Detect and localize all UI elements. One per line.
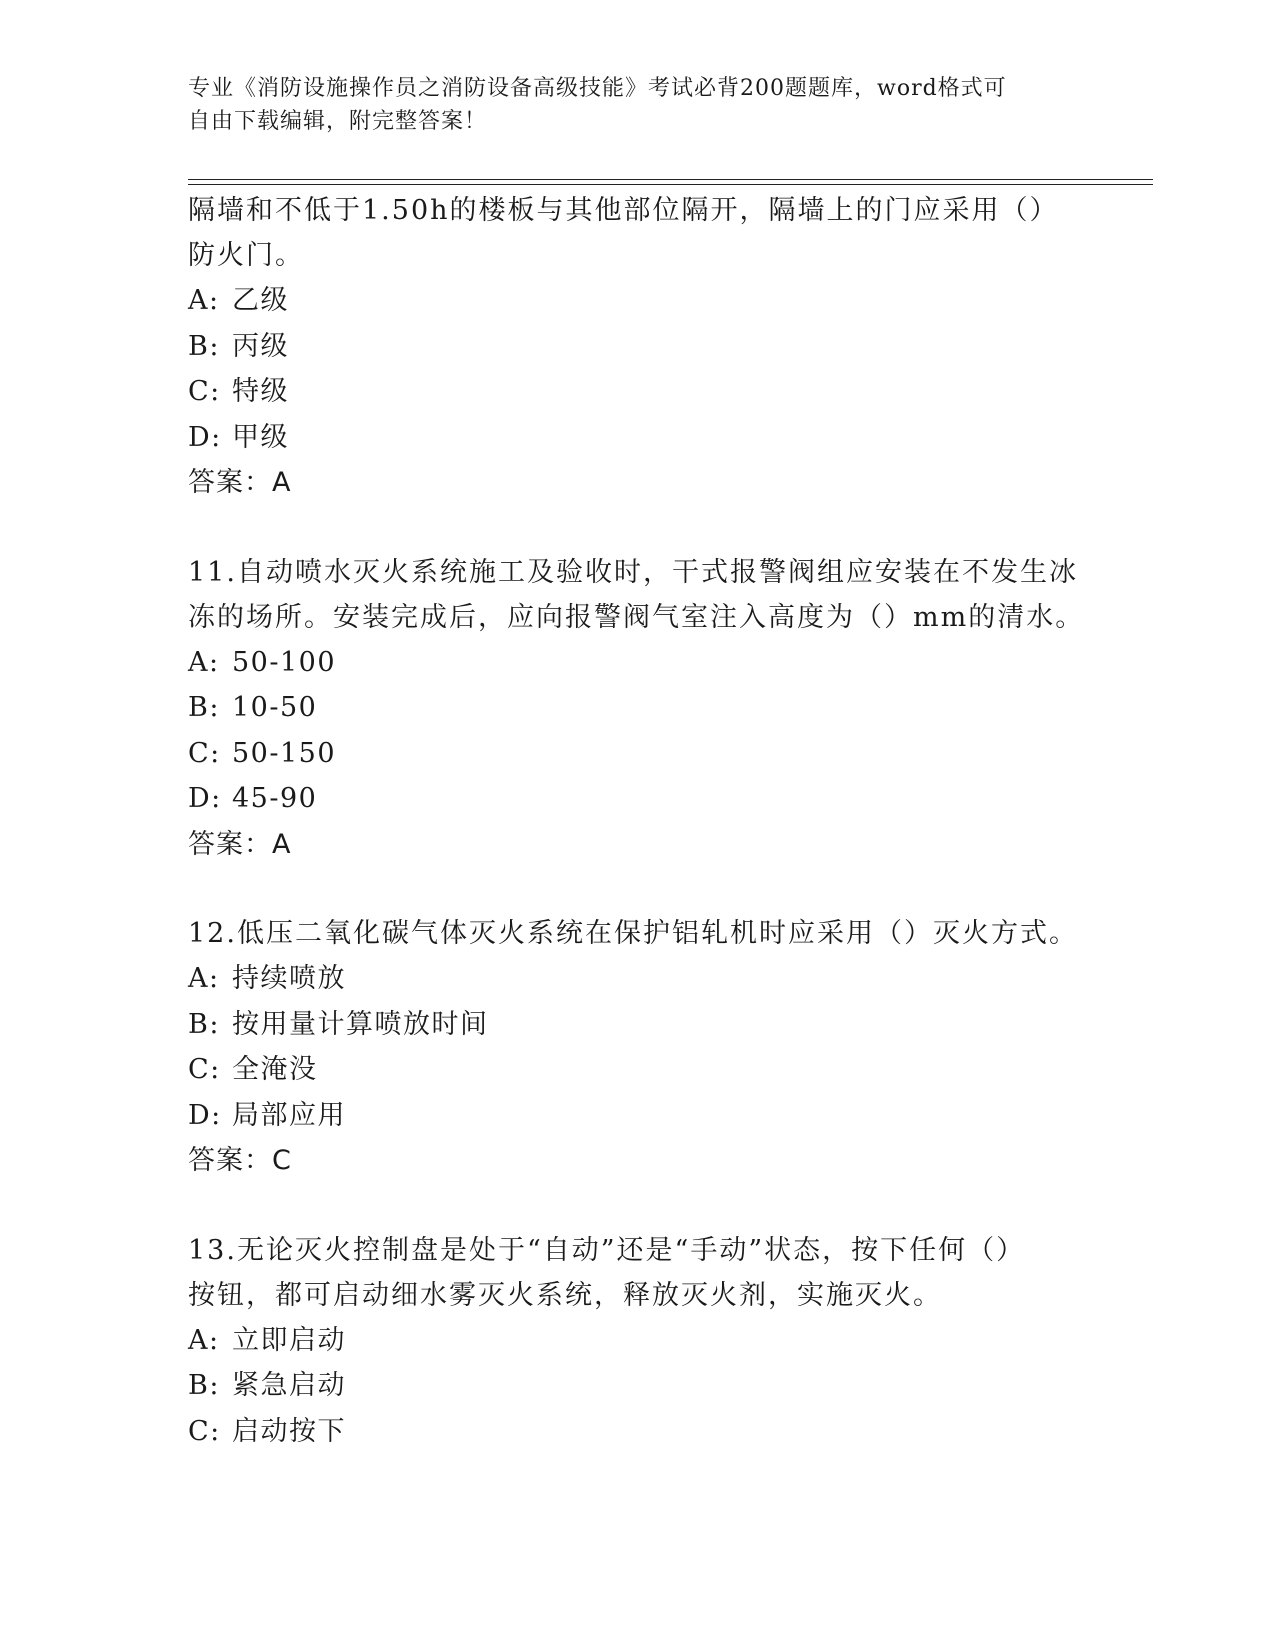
option-key: C: xyxy=(188,1054,221,1085)
question-list xyxy=(188,188,1088,1454)
question-option xyxy=(188,1002,1088,1048)
question-option xyxy=(188,369,1088,415)
option-key: B: xyxy=(188,330,220,362)
option-text: 启动按下 xyxy=(232,1415,346,1447)
question-block xyxy=(188,550,1088,868)
question-option xyxy=(188,1318,1088,1364)
question-option xyxy=(188,324,1088,370)
option-key: B: xyxy=(188,1008,220,1040)
question-option xyxy=(188,1409,1088,1455)
option-text: 局部应用 xyxy=(232,1099,346,1131)
option-text: 全淹没 xyxy=(232,1054,318,1085)
option-key: C: xyxy=(188,1415,221,1447)
question-block xyxy=(188,911,1088,1184)
question-text: 12.低压二氧化碳气体灭火系统在保护铝轧机时应采用（）灭火方式。 xyxy=(188,918,1078,949)
option-text: 持续喷放 xyxy=(232,963,346,994)
option-text: 按用量计算喷放时间 xyxy=(232,1008,489,1040)
option-key: C: xyxy=(188,376,221,407)
question-text: 13.无论灭火控制盘是处于“自动”还是“手动”状态，按下任何（） xyxy=(188,1234,1026,1266)
question-text: 防火门。 xyxy=(188,240,304,271)
option-key: A: xyxy=(188,963,220,994)
option-text: 立即启动 xyxy=(232,1324,346,1356)
option-key: D: xyxy=(188,1099,222,1131)
document-header xyxy=(188,72,1068,138)
option-text: 丙级 xyxy=(232,330,289,362)
question-text: 冻的场所。安装完成后，应向报警阀气室注入高度为（）mm的清水。 xyxy=(188,601,1085,633)
option-key: A: xyxy=(188,1324,220,1356)
question-text: 按钮，都可启动细水雾灭火系统，释放灭火剂，实施灭火。 xyxy=(188,1279,942,1311)
header-divider-top xyxy=(188,179,1153,180)
question-option xyxy=(188,415,1088,461)
question-option xyxy=(188,776,1088,822)
question-option xyxy=(188,278,1088,324)
header-line-1: 专业《消防设施操作员之消防设备高级技能》考试必背200题题库，word格式可 xyxy=(188,76,1007,101)
option-text: 10-50 xyxy=(232,692,318,723)
option-key: D: xyxy=(188,421,222,453)
option-text: 乙级 xyxy=(232,285,289,316)
question-option xyxy=(188,685,1088,731)
header-divider-bottom xyxy=(188,184,1153,185)
option-key: B: xyxy=(188,692,220,723)
question-option xyxy=(188,1047,1088,1093)
question-option xyxy=(188,1363,1088,1409)
option-text: 45-90 xyxy=(232,783,318,814)
answer-line: 答案：A xyxy=(188,828,292,860)
question-option xyxy=(188,640,1088,686)
question-option xyxy=(188,956,1088,1002)
option-text: 甲级 xyxy=(232,421,289,453)
option-key: B: xyxy=(188,1370,220,1401)
option-key: A: xyxy=(188,646,220,678)
question-block xyxy=(188,188,1088,506)
answer-line: 答案：A xyxy=(188,467,292,498)
question-block xyxy=(188,1228,1088,1455)
question-text: 11.自动喷水灭火系统施工及验收时，干式报警阀组应安装在不发生冰 xyxy=(188,556,1078,588)
option-text: 50-100 xyxy=(232,646,337,678)
option-text: 紧急启动 xyxy=(232,1370,346,1401)
option-key: D: xyxy=(188,783,222,814)
question-option xyxy=(188,731,1088,777)
question-option xyxy=(188,1093,1088,1139)
option-text: 50-150 xyxy=(232,737,337,769)
header-line-2: 自由下载编辑，附完整答案！ xyxy=(188,109,488,134)
option-key: C: xyxy=(188,737,221,769)
question-text: 隔墙和不低于1.50h的楼板与其他部位隔开，隔墙上的门应采用（） xyxy=(188,195,1059,226)
answer-line: 答案：C xyxy=(188,1145,292,1176)
option-key: A: xyxy=(188,285,220,316)
option-text: 特级 xyxy=(232,376,289,407)
